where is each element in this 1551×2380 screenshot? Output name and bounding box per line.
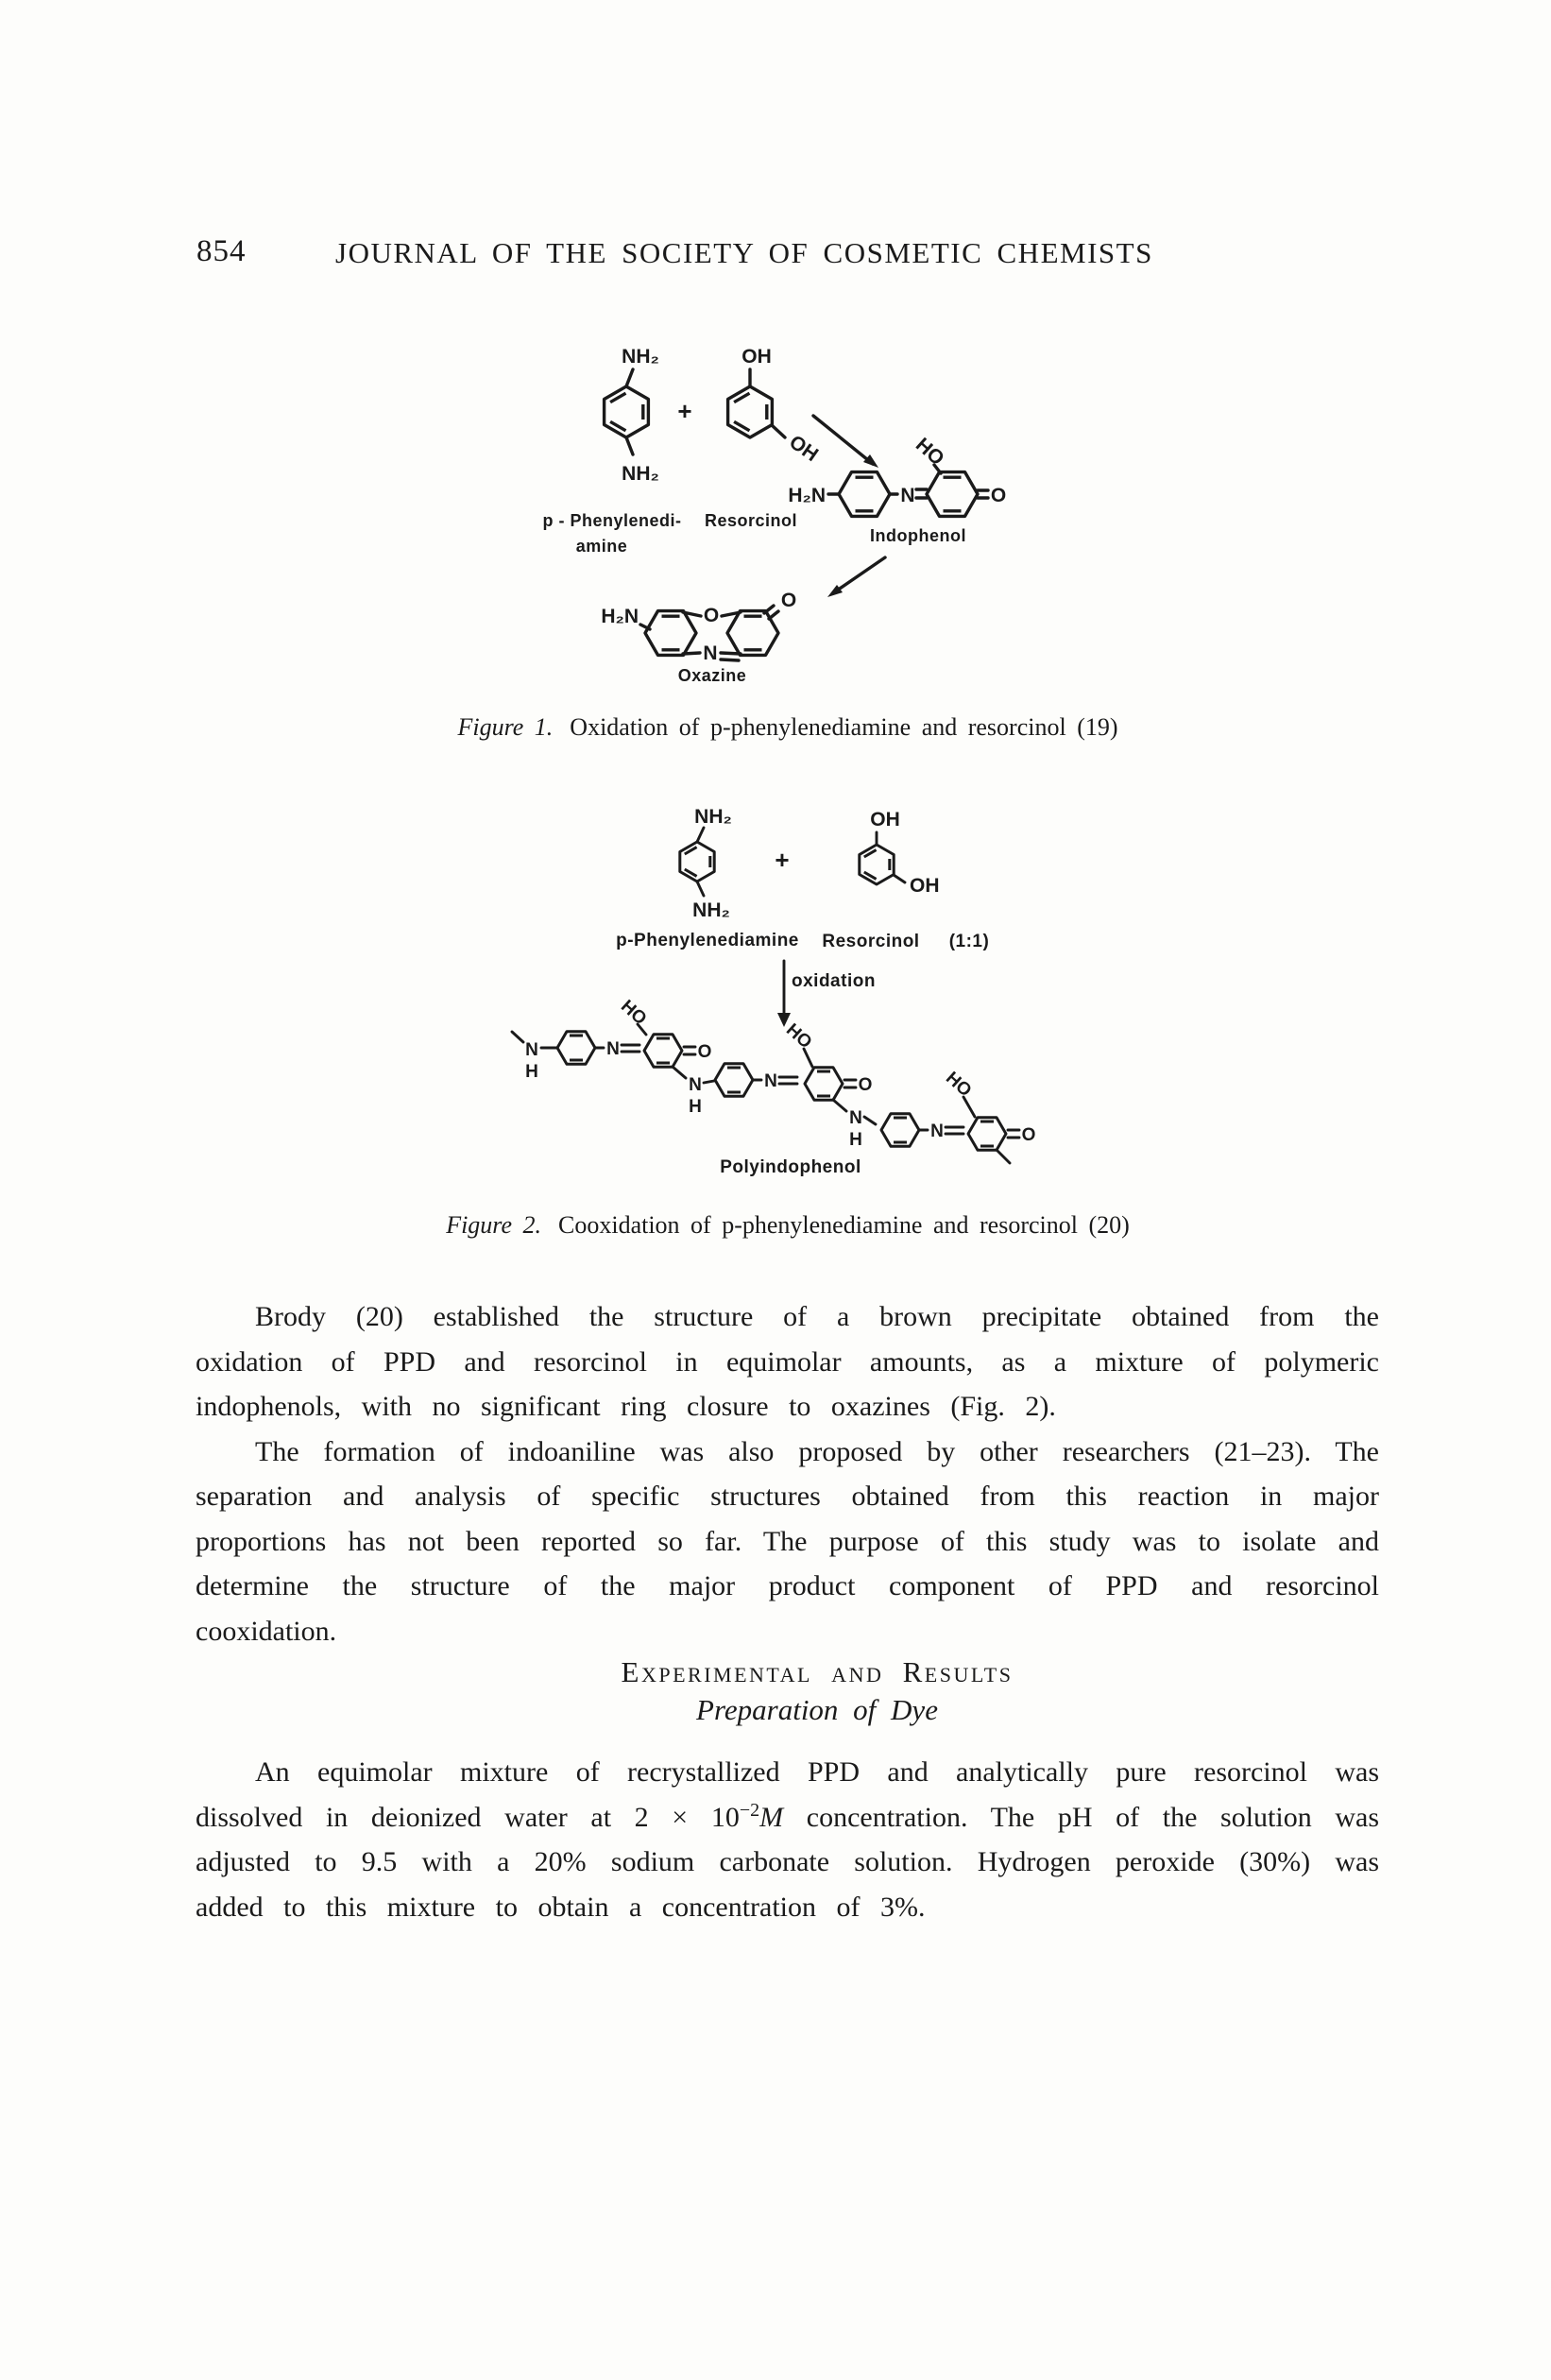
resorcinol-structure <box>822 809 989 951</box>
oxidation-arrow-icon <box>777 961 876 1027</box>
paragraph-indoaniline: The formation of indoaniline was also proposed by other researchers (21–23). The separation and analysis of specific structures obtained from this reaction in major proportions has not been reported so far. The purpose of this study was to isolate and determine the structure of the major product component of PPD and resorcinol cooxidation. <box>196 1435 1379 1647</box>
o-label: O <box>990 485 1007 506</box>
resorcinol-name: Resorcinol <box>704 511 798 530</box>
ho-label: HO <box>782 1019 816 1053</box>
polyindophenol-name: Polyindophenol <box>720 1157 861 1177</box>
nh2-bottom-label: NH₂ <box>692 899 730 921</box>
oh-top-label: OH <box>741 346 772 368</box>
section-heading: Experimental and Results <box>621 1655 1014 1688</box>
paragraph-preparation <box>196 1750 1379 1929</box>
oxazine-name: Oxazine <box>677 666 747 685</box>
nh2-top-label: NH₂ <box>694 806 732 828</box>
subsection-heading: Preparation of Dye <box>696 1693 938 1726</box>
polyindophenol-structure <box>512 997 1035 1177</box>
resorcinol-name: Resorcinol <box>822 932 920 951</box>
oxazine-structure <box>601 590 796 685</box>
o-label: O <box>858 1075 873 1095</box>
nh2-bottom-label: NH₂ <box>622 463 659 485</box>
h-label: H <box>849 1130 862 1150</box>
oh-bottom-label: OH <box>785 431 823 467</box>
n-label: N <box>606 1039 620 1059</box>
figure-1-caption <box>189 713 1387 742</box>
o-label: O <box>1021 1125 1036 1145</box>
n-label: N <box>525 1040 538 1060</box>
o-bridge-label: O <box>703 605 720 626</box>
n-bridge-label: N <box>703 642 718 664</box>
o-label: O <box>697 1042 712 1062</box>
figure-2-diagram <box>406 798 1313 1190</box>
ho-label: HO <box>942 1068 976 1102</box>
ppd-structure <box>542 346 681 556</box>
reaction-arrow-icon <box>827 557 885 597</box>
o-label: O <box>780 590 797 611</box>
nh2-top-label: NH₂ <box>622 346 659 368</box>
oh-top-label: OH <box>870 809 900 830</box>
n-label: N <box>930 1122 944 1141</box>
n-label: N <box>689 1075 702 1095</box>
figure-1-caption-label: Figure 1. <box>457 713 554 741</box>
h2n-label: H₂N <box>788 485 826 506</box>
h-label: H <box>525 1062 538 1082</box>
figure-2-caption-text: Cooxidation of p-phenylenediamine and resorcinol (20) <box>558 1211 1130 1239</box>
paragraph-brody: Brody (20) established the structure of a brown precipitate obtained from the oxidation of PPD and resorcinol in equimolar amounts, as a mixture of polymeric indophenols, with no significant ring closure to oxazines (Fig. 2). <box>196 1301 1379 1422</box>
paragraph-preparation-post: concentration. The pH of the solution was adjusted to 9.5 with a 20% sodium carbonate solution. Hydrogen peroxide (30%) was added to this mixture to obtain a concentration of 3%. <box>196 1801 1379 1923</box>
figure-2-caption-label: Figure 2. <box>446 1211 541 1239</box>
n-label: N <box>900 485 915 506</box>
ppd-name-line1: p - Phenylenedi- <box>542 511 682 530</box>
journal-title: JOURNAL OF THE SOCIETY OF COSMETIC CHEMISTS <box>335 236 1153 269</box>
ho-label: HO <box>617 996 651 1030</box>
ppd-name-line2: amine <box>575 537 628 556</box>
plus-sign: + <box>775 846 790 874</box>
ppd-name: p-Phenylenediamine <box>616 931 799 950</box>
ppd-structure <box>616 806 799 950</box>
molar-ratio: (1:1) <box>948 932 990 951</box>
reaction-arrow-icon <box>813 416 878 468</box>
paragraph-preparation-pre: An equimolar mixture of recrystallized PPD and analytically pure resorcinol was dissolved in deionized water at 2 × 10 <box>196 1756 1379 1833</box>
figure-1-diagram <box>472 312 1152 699</box>
n-label: N <box>764 1071 777 1091</box>
h-label: H <box>689 1097 702 1117</box>
figure-2-caption <box>189 1211 1387 1240</box>
indophenol-name: Indophenol <box>870 526 966 545</box>
plus-sign: + <box>677 397 692 425</box>
figure-1-caption-text: Oxidation of p-phenylenediamine and resorcinol (19) <box>570 713 1118 741</box>
indophenol-structure <box>788 434 1006 545</box>
oxidation-label: oxidation <box>792 971 876 991</box>
body-text <box>196 1294 1379 1929</box>
exponent: −2 <box>739 1799 760 1821</box>
h2n-label: H₂N <box>601 606 639 627</box>
oh-bottom-label: OH <box>910 875 940 897</box>
molar-symbol: M <box>759 1801 784 1833</box>
page-number: 854 <box>196 234 247 268</box>
n-label: N <box>849 1108 862 1128</box>
ho-label: HO <box>911 434 948 471</box>
